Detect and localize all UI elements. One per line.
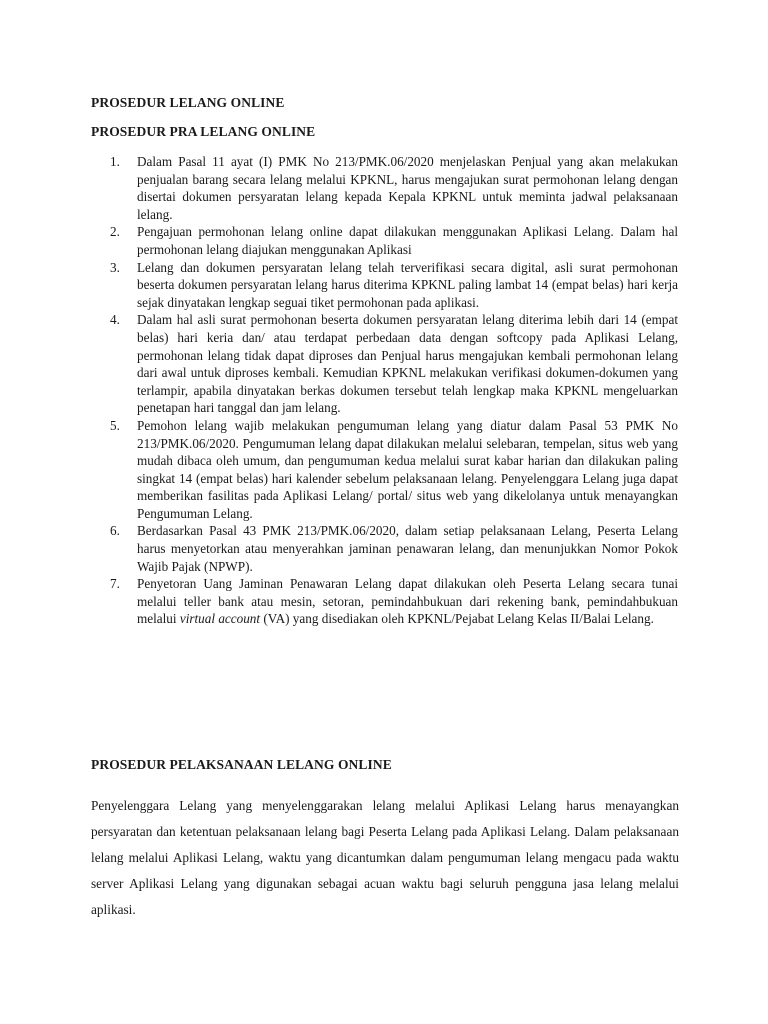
- list-item: [110, 417, 678, 523]
- list-number: 4.: [110, 312, 120, 328]
- main-title: PROSEDUR LELANG ONLINE: [91, 95, 285, 110]
- list-number: 5.: [110, 417, 120, 433]
- pre-auction-steps-list: [110, 153, 678, 628]
- list-item-text: Dalam hal asli surat permohonan beserta dokumen persyaratan lelang diterima lebih dari 14 (empat belas) hari keria dan/ atau terdapat perbedaan data dengan softcopy pada Aplikasi Lelang, permohonan lelang tidak dapat diproses dan Penjual harus mengajukan kembali permohonan lelang dari awal untuk diproses kembali. Kemudian KPKNL melakukan verifikasi dokumen-dokumen yang terlampir, apabila dinyatakan berkas dokumen tersebut telah lengkap maka KPKNL mengeluarkan penetapan hari tanggal dan jam lelang.: [137, 312, 678, 416]
- list-number: 3.: [110, 259, 120, 275]
- list-number: 6.: [110, 523, 120, 539]
- list-item-text: Lelang dan dokumen persyaratan lelang telah terverifikasi secara digital, asli surat permohonan beserta dokumen persyaratan lelang harus diterima KPKNL paling lambat 14 (empat belas) hari kerja sejak dinyatakan lengkap seguai tiket permohonan pada aplikasi.: [137, 259, 678, 310]
- list-item: [110, 223, 678, 258]
- execution-heading: PROSEDUR PELAKSANAAN LELANG ONLINE: [91, 757, 392, 772]
- pre-auction-heading: PROSEDUR PRA LELANG ONLINE: [91, 124, 316, 139]
- list-number: 7.: [110, 576, 120, 592]
- list-item-text-part: Penyetoran Uang Jaminan Penawaran Lelang dapat dilakukan oleh Peserta Lelang secara tunai melalui teller bank atau mesin, setoran, pemindahbukuan dari rekening bank, pemindahbukuan melalui: [137, 576, 678, 627]
- list-item: [110, 259, 678, 312]
- list-item: [110, 153, 678, 223]
- execution-paragraph: Penyelenggara Lelang yang menyelenggarakan lelang melalui Aplikasi Lelang harus menayangkan persyaratan dan ketentuan pelaksanaan lelang bagi Peserta Lelang pada Aplikasi Lelang. Dalam pelaksanaan lelang melalui Aplikasi Lelang, waktu yang dicantumkan dalam pengumuman lelang mengacu pada waktu server Aplikasi Lelang yang digunakan sebagai acuan waktu bagi seluruh pengguna jasa lelang melalui aplikasi.: [91, 798, 679, 917]
- list-item-text: Pengajuan permohonan lelang online dapat dilakukan menggunakan Aplikasi Lelang. Dalam hal permohonan lelang diajukan menggunakan Aplikasi: [137, 224, 678, 257]
- list-item: [110, 575, 678, 628]
- list-item: [110, 522, 678, 575]
- list-item: [110, 311, 678, 417]
- list-item-text: Dalam Pasal 11 ayat (I) PMK No 213/PMK.06/2020 menjelaskan Penjual yang akan melakukan penjualan barang secara lelang melalui KPKNL, harus mengajukan surat permohonan lelang dengan disertai dokumen persyaratan lelang kepada Kepala KPKNL untuk meminta jadwal pelaksanaan lelang.: [137, 154, 678, 222]
- virtual-account-term: virtual account: [179, 611, 261, 627]
- list-number: 1.: [110, 154, 120, 169]
- list-number: 2.: [110, 224, 120, 240]
- list-item-text-part: (VA) yang disediakan oleh KPKNL/Pejabat Lelang Kelas II/Balai Lelang.: [260, 611, 654, 627]
- list-item-text: Pemohon lelang wajib melakukan pengumuman lelang yang diatur dalam Pasal 53 PMK No 213/PMK.06/2020. Pengumuman lelang dapat dilakukan melalui selebaran, tempelan, situs web yang mudah dibaca oleh umum, dan pengumuman kedua melalui surat kabar harian dan dilakukan paling singkat 14 (empat belas) hari kalender sebelum pelaksanaan lelang. Penyelenggara Lelang juga dapat memberikan fasilitas pada Aplikasi Lelang/ portal/ situs web yang dikelolanya untuk menayangkan Pengumuman Lelang.: [137, 417, 678, 521]
- list-item-text: Berdasarkan Pasal 43 PMK 213/PMK.06/2020, dalam setiap pelaksanaan Lelang, Peserta Lelang harus menyetorkan atau menyerahkan jaminan penawaran lelang, dan menunjukkan Nomor Pokok Wajib Pajak (NPWP).: [137, 523, 678, 574]
- list-item-text: [137, 576, 678, 626]
